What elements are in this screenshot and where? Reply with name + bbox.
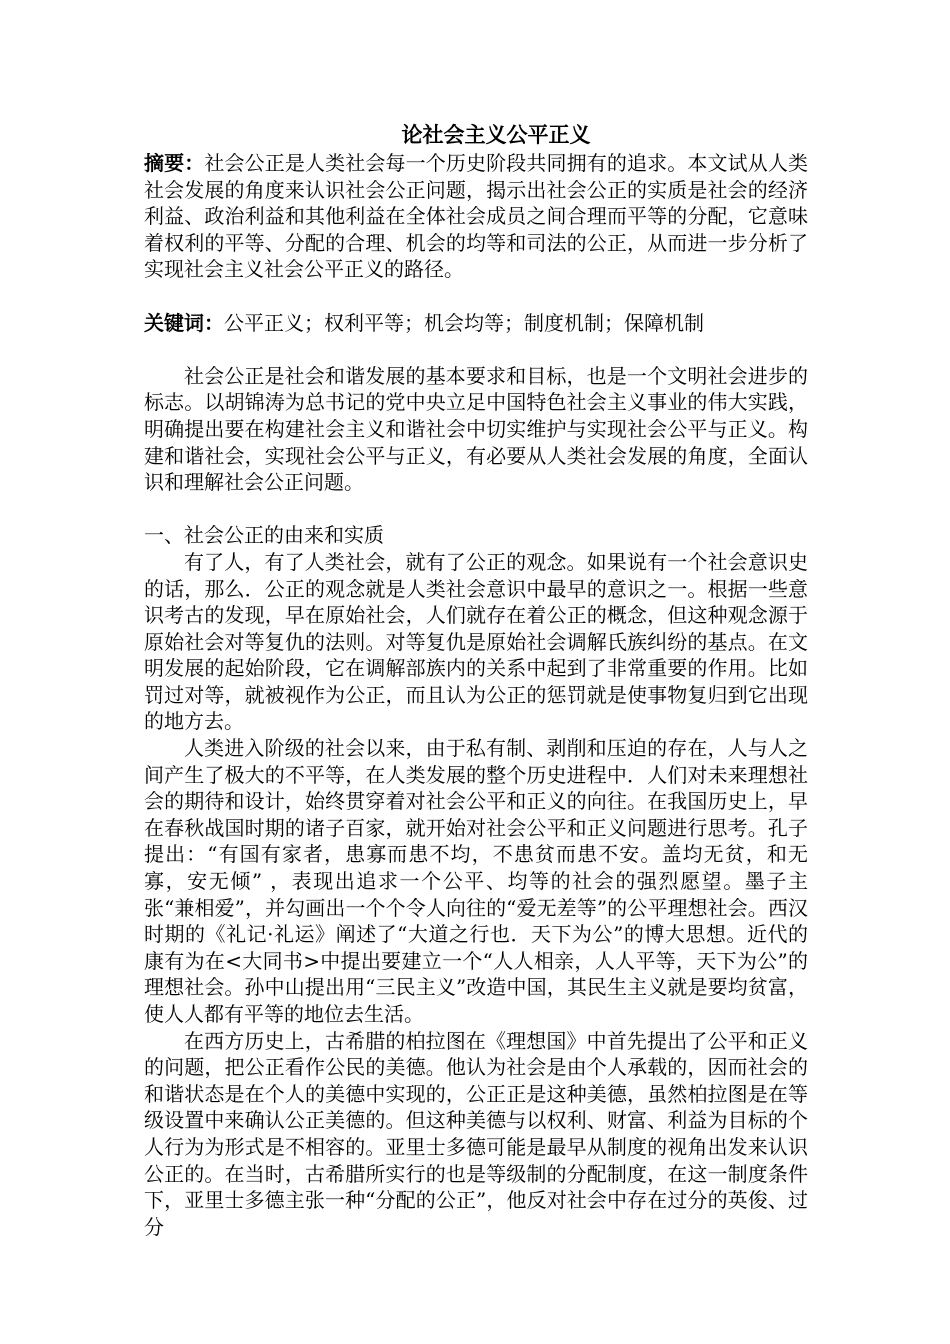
body-paragraph-3: 在西方历史上，古希腊的柏拉图在《理想国》中首先提出了公平和正义的问题，把公正看作公民的美德。他认为社会是由个人承载的，因而社会的和谐状态是在个人的美德中实现的，公正正是这种美德，虽然柏拉图是在等级设置中来确认公正美德的。但这种美德与以权利、财富、利益为目标的个人行为为形式是不相容的。亚里士多德可能是最早从制度的视角出发来认识公正的。在当时，古希腊所实行的也是等级制的分配制度，在这一制度条件下，亚里士多德主张一种“分配的公正”，他反对社会中存在过分的英俊、过分 [144, 1028, 808, 1239]
intro-paragraph: 社会公正是社会和谐发展的基本要求和目标，也是一个文明社会进步的标志。以胡锦涛为总书记的党中央立足中国特色社会主义事业的伟大实践，明确提出要在构建社会主义和谐社会中切实维护与实现社会公平与正义。构建和谐社会，实现社会公平与正义，有必要从人类社会发展的角度，全面认识和理解社会公正问题。 [144, 363, 808, 495]
abstract-label: 摘要： [144, 151, 205, 175]
abstract-paragraph [144, 150, 808, 283]
keywords-paragraph [144, 310, 808, 337]
keywords-text: 公平正义；权利平等；机会均等；制度机制；保障机制 [224, 310, 704, 335]
body-paragraph-2: 人类进入阶级的社会以来，由于私有制、剥削和压迫的存在，人与人之间产生了极大的不平等，在人类发展的整个历史进程中．人们对未来理想社会的期待和设计，始终贯穿着对社会公平和正义的向往。在我国历史上，早在春秋战国时期的诸子百家，就开始对社会公平和正义问题进行思考。孔子提出：“有国有家者，患寡而患不均，不患贫而患不安。盖均无贫，和无寡，安无倾” ，表现出追求一个公平、均等的社会的强烈愿望。墨子主张“兼相爱”，并勾画出一个个令人向往的“爱无差等”的公平理想社会。西汉时期的《礼记·礼运》阐述了“大道之行也．天下为公”的博大思想。近代的康有为在<大同书>中提出要建立一个“人人相亲，人人平等，天下为公”的理想社会。孙中山提出用“三民主义”改造中国，其民生主义就是要均贫富，使人人都有平等的地位去生活。 [144, 736, 808, 1026]
spacer [144, 283, 808, 310]
abstract-text: 社会公正是人类社会每一个历史阶段共同拥有的追求。本文试从人类社会发展的角度来认识社会公正问题，揭示出社会公正的实质是社会的经济利益、政治利益和其他利益在全体社会成员之间合理而平等的分配，它意味着权利的平等、分配的合理、机会的均等和司法的公正，从而进一步分析了实现社会主义社会公平正义的路径。 [144, 151, 808, 282]
document-page [144, 120, 808, 1240]
section-heading: 一、社会公正的由来和实质 [144, 523, 384, 548]
body-paragraph-1: 有了人，有了人类社会，就有了公正的观念。如果说有一个社会意识史的话，那么．公正的观念就是人类社会意识中最早的意识之一。根据一些意识考古的发现，早在原始社会，人们就存在着公正的概念，但这种观念源于原始社会对等复仇的法则。对等复仇是原始社会调解氏族纠纷的基点。在文明发展的起始阶段，它在调解部族内的关系中起到了非常重要的作用。比如罚过对等，就被视作为公正，而且认为公正的惩罚就是使事物复归到它出现的地方去。 [144, 549, 808, 734]
keywords-label: 关键词： [144, 310, 224, 335]
document-title: 论社会主义公平正义 [401, 123, 591, 147]
spacer [144, 336, 808, 363]
spacer [144, 496, 808, 523]
